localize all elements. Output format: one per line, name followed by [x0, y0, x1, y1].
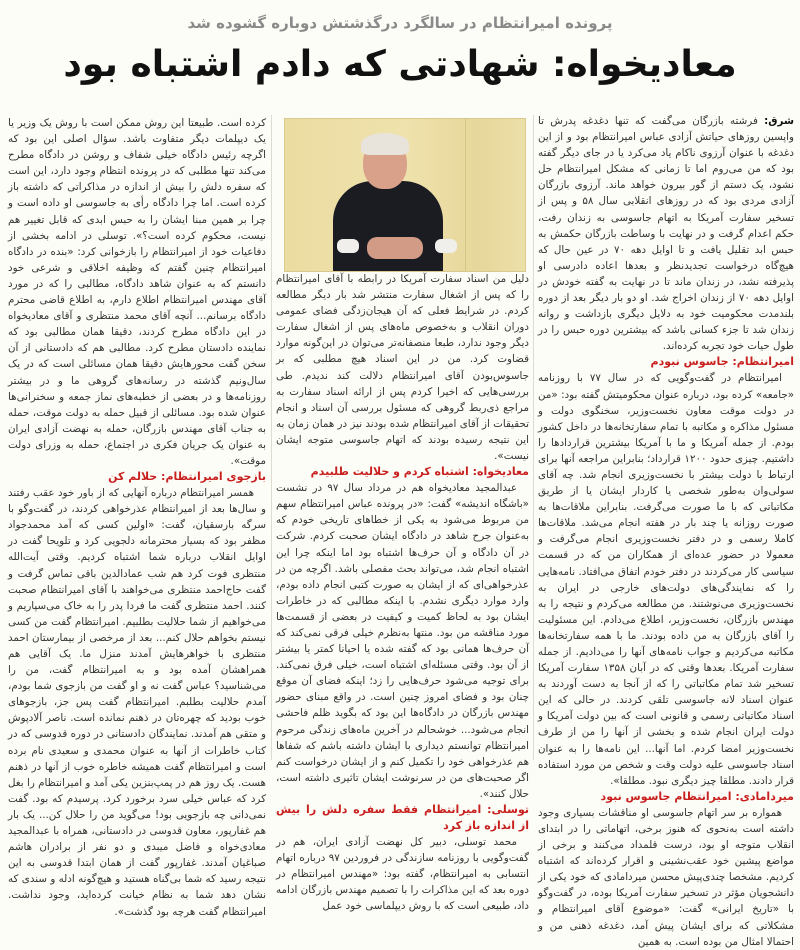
article-paragraph: عبدالمجید معادیخواه هم در مرداد سال ۹۷ در نشست «باشگاه اندیشه» گفت: «در پرونده عباس امیرانتظام سهم من مربوط می‌شود به یکی از خطاهای تاریخی خودم که به‌عنوان جرح شاهد در دادگاه ایشان صحبت کردم. شرکت در آن دادگاه و آن حرف‌ها اشتباه بود اما اینکه چرا این اشتباه انجام شد، می‌تواند بحث مفصلی باشد. اگرچه من در عذرخواهی‌ای که از ایشان به صورت کتبی انجام داده بودم، وارد موارد دیگری نشدم. با اینکه مطالبی که در خاطرات ایشان بود به لحاظ کمیت و کیفیت در بعضی از قسمت‌ها مورد مناقشه من بود. منتها به‌نظرم خیلی فرقی نمی‌کند که آن حرف‌ها همانی بود که گفته شده یا احیانا کمتر یا بیشتر از آن بود. وقتی مسئله‌ای اشتباه است، خیلی فرق نمی‌کند. برای توجیه می‌شود حرف‌هایی را زد؛ اینکه فضای آن موقع چنان بود و فضای امروز چنین است. در واقع مبنای حضور مهندس بازرگان در دادگاه‌ها این بود که بگوید ظلم فاحشی انجام می‌شود... خوشحالم در آخرین ماه‌های زندگی مرحوم امیرانتظام توانستم دیداری با ایشان داشته باشم که شفاها هم عذرخواهی خود را تکمیل کنم و از ایشان درخواست کنم اگر صحبت‌های من در سرنوشت ایشان تاثیری داشته است، حلال کنند». — [276, 482, 529, 800]
chair-arm-left — [337, 239, 359, 253]
article-paragraph: همسر امیرانتظام درباره آنهایی که از باور خود عقب رفتند و سال‌ها بعد از امیرانتظام عذرخواهی کردند، در گفت‌وگو با سرگه بارسقیان، گفت: «اولین کسی که آمد محمدجواد مظفر بود که بسیار محترمانه دلجویی کرد و تلویحا گفت در اوایل انقلاب درباره شما اشتباه کردیم. وقتی آیت‌الله منتظری فوت کرد هم شب عمادالدین باقی تماس گرفت و گفت حاج‌احمد منتظری می‌خواهند با آقای امیرانتظام صحبت کنند. احمد منتظری گفت ما فردا پدر را به خاک می‌سپاریم و می‌خواهیم از شما حلالیت بطلبیم. امیرانتظام گفت من کسی نیستم بخواهم حلال کنم... بعد از مرخصی از بیمارستان احمد منتظری با خواهرهایش آمدند منزل ما. یک آقایی هم همراهشان آمده بود و به امیرانتظام گفت، من را می‌شناسید؟ عباس گفت نه و او گفت من بازجوی شما بودم، آمدم حلالیت بطلبم. امیرانتظام گفت پس جز، بازجوهای خوب بودید که چهره‌تان در ذهنم نمانده است. ناصر آلادپوش و متقی هم آمدند. نمایندگان دادستانی در دوره قدوسی که در کتاب خاطرات از آنها به عنوان محمدی و سعیدی نام برده است و امیرانتظام گفت همیشه خاطره خوب از آنها در ذهنم هست. یک روز هم در پمپ‌بنزین یکی آمد و امیرانتظام را بغل کرد که عباس خیلی سرد برخورد کرد. پرسیدم که بود. گفت نمی‌دانی چه بازجویی بود! می‌گوید من را حلال کن... یک بار هم غفارپور، معاون قدوسی در دادستانی، همراه با عبدالمجید معادی‌خواه و فاضل میبدی و دو نفر از برادران هاشم صباغیان آمدند. غفارپور گفت از همان ابتدا قدوسی به این نتیجه رسید که شما بی‌گناه هستید و هیچ‌گونه ادله و سندی که نشان دهد شما به نظام خیانت کرده‌اید، وجود نداشت. امیرانتظام گفت هرچه بود گذشت». — [8, 487, 266, 918]
right-column — [538, 113, 794, 950]
left-column — [8, 115, 266, 920]
headline: معادیخواه: شهادتی که دادم اشتباه بود — [63, 44, 737, 85]
subhead: توسلی: امیرانتظام فقط سفره دلش را بیش از اندازه باز کرد — [276, 803, 529, 832]
chair-arm-right — [435, 239, 457, 253]
column-divider — [271, 115, 272, 760]
article-paragraph: امیرانتظام در گفت‌وگویی که در سال ۷۷ با روزنامه «جامعه» کرده بود، درباره عنوان محکومیتش گفته بود: «من در دولت موقت معاون نخست‌وزیر، سخنگوی دولت و مسئول مذاکره و مکاتبه با تمام سفارتخانه‌ها در داخل کشور بودم. از جمله آمریکا و ما با آمریکا بیشترین قراردادها را داشتیم. چیزی حدود ۱۲۰۰ قرارداد؛ بنابراین مراجعه آنها برای ارتباط با دولت بیشتر با نخست‌وزیری انجام شد. چه آقای سولی‌وان به‌طور شخصی یا کاردار ایشان یا از طریق مکاتباتی که با ما صورت می‌گرفت. بنابراین ملاقات‌ها به صورت روزانه یا چند بار در هفته انجام می‌شد. ملاقات‌ها کاملا رسمی و در دفتر نخست‌وزیری انجام می‌گرفت و معمولا در حضور عده‌ای از همکاران من که در قسمت سیاسی کار می‌کردند در دفتر خودم اتفاق می‌افتاد. نامه‌هایی را که نمایندگی‌های دولت‌های خارجی در ایران به نخست‌وزیری می‌نوشتند. من مطالعه می‌کردم و نتیجه را به مهندس بازرگان، نخست‌وزیر، اطلاع می‌دادم. این مسئولیت را آقای بازرگان به من داده بودند. ما با همه سفارتخانه‌ها مکاتبه می‌کردیم و جواب نامه‌های آنها را می‌دادیم. از جمله سفارت آمریکا. بعدها وقتی که در آبان ۱۳۵۸ سفارت آمریکا تسخیر شد تمام مکاتباتی را که از آنجا به دست آوردند به عنوان اسناد لانه جاسوسی تلقی کردند. در حالی که این اسناد مکاتباتی رسمی و قانونی است که بین دولت آمریکا و دولت ایران انجام شده و بخشی از آنها را من از طرف نخست‌وزیر امضا کردم. اما آنها... این نامه‌ها را به عنوان اسناد جاسوسی علیه دولت وقت و شخص من مورد استفاده قرار دادند. مطلقا چیز دیگری نبود. مطلقا». — [538, 372, 795, 787]
subhead: امیرانتظام: جاسوس نبودم — [650, 355, 794, 369]
article-paragraph: کرده است. طبیعتا این روش ممکن است با روش یک وزیر یا یک دیپلمات دیگر متفاوت باشد. سؤال اصلی این بود که اگرچه رئیس دادگاه خیلی شفاف و روشن در دادگاه مطرح می‌کند تنها مطلبی که در پرونده انتظام وجود دارد، این است که سفره دلش را بیش از اندازه در مذاکراتی که داشته باز کرده است. اما چرا دادگاه رأی به جاسوسی او داده است و چرا بر همین مبنا ایشان را به حبس ابدی که قابل تغییر هم نیست، محکوم کرده است؟». توسلی در ادامه بخشی از دفاعیات خود از امیرانتظام را بازخوانی کرد: «بنده در دادگاه امیرانتظام چنین گفتم که وظیفه اخلاقی و شرعی خود دانستم که به عنوان شاهد دادگاه، مطالبی را که در مورد آقای مهندس امیرانتظام اطلاع دارم، به اطلاع قاضی محترم دادگاه برسانم... آنچه آقای محمد منتظری و آقای معادیخواه در این دادگاه مطرح کردند، دقیقا همان مطالبی بود که نماینده دادستان مطرح کرد. مطالبی هم که دادستانی از آن سخن گفت محورهایش دقیقا همان مسائلی است که در یک سال‌ونیم گذشته در رسانه‌های گروهی ما و در بیشتر روزنامه‌ها و در بعضی از خطبه‌های نماز جمعه و سخنرانی‌ها عنوان شده بود. مسائلی از قبیل حمله به دولت موقت، حمله به جناب آقای مهندس بازرگان، حمله به نهضت آزادی ایران به عنوان یک جریان فکری در اجتماع، حمله به وزرای دولت موقت». — [8, 117, 266, 467]
article-paragraph — [538, 113, 794, 354]
column-divider — [533, 115, 534, 760]
article-photo — [284, 118, 526, 272]
middle-column — [276, 271, 529, 914]
article-paragraph: محمد توسلی، دبیر کل نهضت آزادی ایران، هم در گفت‌وگویی با روزنامه سازندگی در فروردین ۹۷ درباره اتهام انتسابی به امیرانتظام، گفته بود: «مهندس امیرانتظام در دوره بعد که این مذاکرات را با تصمیم مهندس بازرگان ادامه داد، طبیعی است که با روش دیپلماسی خود عمل — [276, 836, 529, 913]
article-paragraph: دلیل من اسناد سفارت آمریکا در رابطه با آقای امیرانتظام را که پس از اشغال سفارت منتشر شد بار دیگر مطالعه کردم. در شرایط فعلی که آن هیجان‌زدگی فضای عمومی دوران انقلاب و به‌خصوص ماه‌های پس از اشغال سفارت دیگر وجود ندارد، طبعا منصفانه‌تر می‌توان در این‌گونه موارد قضاوت کرد. من در این اسناد هیچ مطلبی که بر جاسوس‌بودن آقای امیرانتظام دلالت کند ندیدم. طی بررسی‌هایی که اخیرا کردم پس از ارائه اسناد سفارت به مراجع ذی‌ربط گروهی که مسئول بررسی آن اسناد و انجام تحقیقات از آقای امیرانتظام شده بودند نیز در همان زمان به این نتیجه رسیده بودند که اتهام جاسوسی متوجه ایشان نیست». — [276, 273, 529, 463]
lead-label: شرق: — [764, 115, 795, 127]
person-hair — [361, 133, 409, 155]
kicker: پرونده امیرانتظام در سالگرد درگذشتش دوباره گشوده شد — [187, 14, 613, 32]
article-paragraph: همواره بر سر اتهام جاسوسی او مناقشات بسیاری وجود داشته است به‌نحوی که هنوز برخی، اتهاماتی را در ابتدای انقلاب متوجه او بود، درست قلمداد می‌کنند و برخی از مواضع پیشین خود عقب‌نشینی و اقرار کرده‌اند که اشتباه کردیم. مشخصا چندی‌پیش محسن میردامادی که خود یکی از دانشجویان مؤثر در تسخیر سفارت آمریکا بوده، در گفت‌وگو با «تاریخ ایرانی» گفت: «موضوع آقای امیرانتظام و مشکلاتی که برای ایشان پیش آمد، دغدغه ذهنی من و احتمالا امثال من بوده است. به همین — [538, 806, 794, 948]
wall-seam — [465, 119, 466, 271]
person-hands — [367, 237, 423, 259]
paragraph-text: فرشته بازرگان می‌گفت که تنها دغدغه پدرش تا واپسین روزهای حیاتش آزادی عباس امیرانتظام بود و از این دغدغه با عنوان آرزوی ناکام یاد می‌کرد یا در جای دیگر گفته بود که من می‌روم اما تا زمانی که مشکل امیرانتظام حل نشود، یک دستم از گور بیرون خواهد ماند. آرزوی بازرگان آزادی مردی بود که در روزهای انقلابی سال ۵۸ و پس از تسخیر سفارت آمریکا به اتهام جاسوسی به زندان رفت، حکم اعدام گرفت و در نهایت با وساطت بازرگان حکمش به حبس ابد تقلیل یافت و تا اوایل دهه ۷۰ در عین حال که هیچ‌گاه درخواست تجدیدنظر و بعدها اعاده دادرسی او پذیرفته نشد، در زندان ماند تا در نهایت به گفته خودش در اوایل دهه ۷۰ از زندان اخراج شد. او دو بار دیگر بعد از دوره بلندمدت محکومیت خود به دلایل دیگری بازداشت و روانه زندان شد تا جزء کسانی باشد که بیشترین دوره حبس را در طول حیات خود تجربه کرده‌اند. — [538, 115, 794, 353]
subhead: بازجوی امیرانتظام: حلالم کن — [108, 470, 266, 484]
subhead: میردامادی: امیرانتظام جاسوس نبود — [600, 789, 794, 803]
subhead: معادیخواه: اشتباه کردم و حلالیت طلبیدم — [310, 465, 529, 479]
